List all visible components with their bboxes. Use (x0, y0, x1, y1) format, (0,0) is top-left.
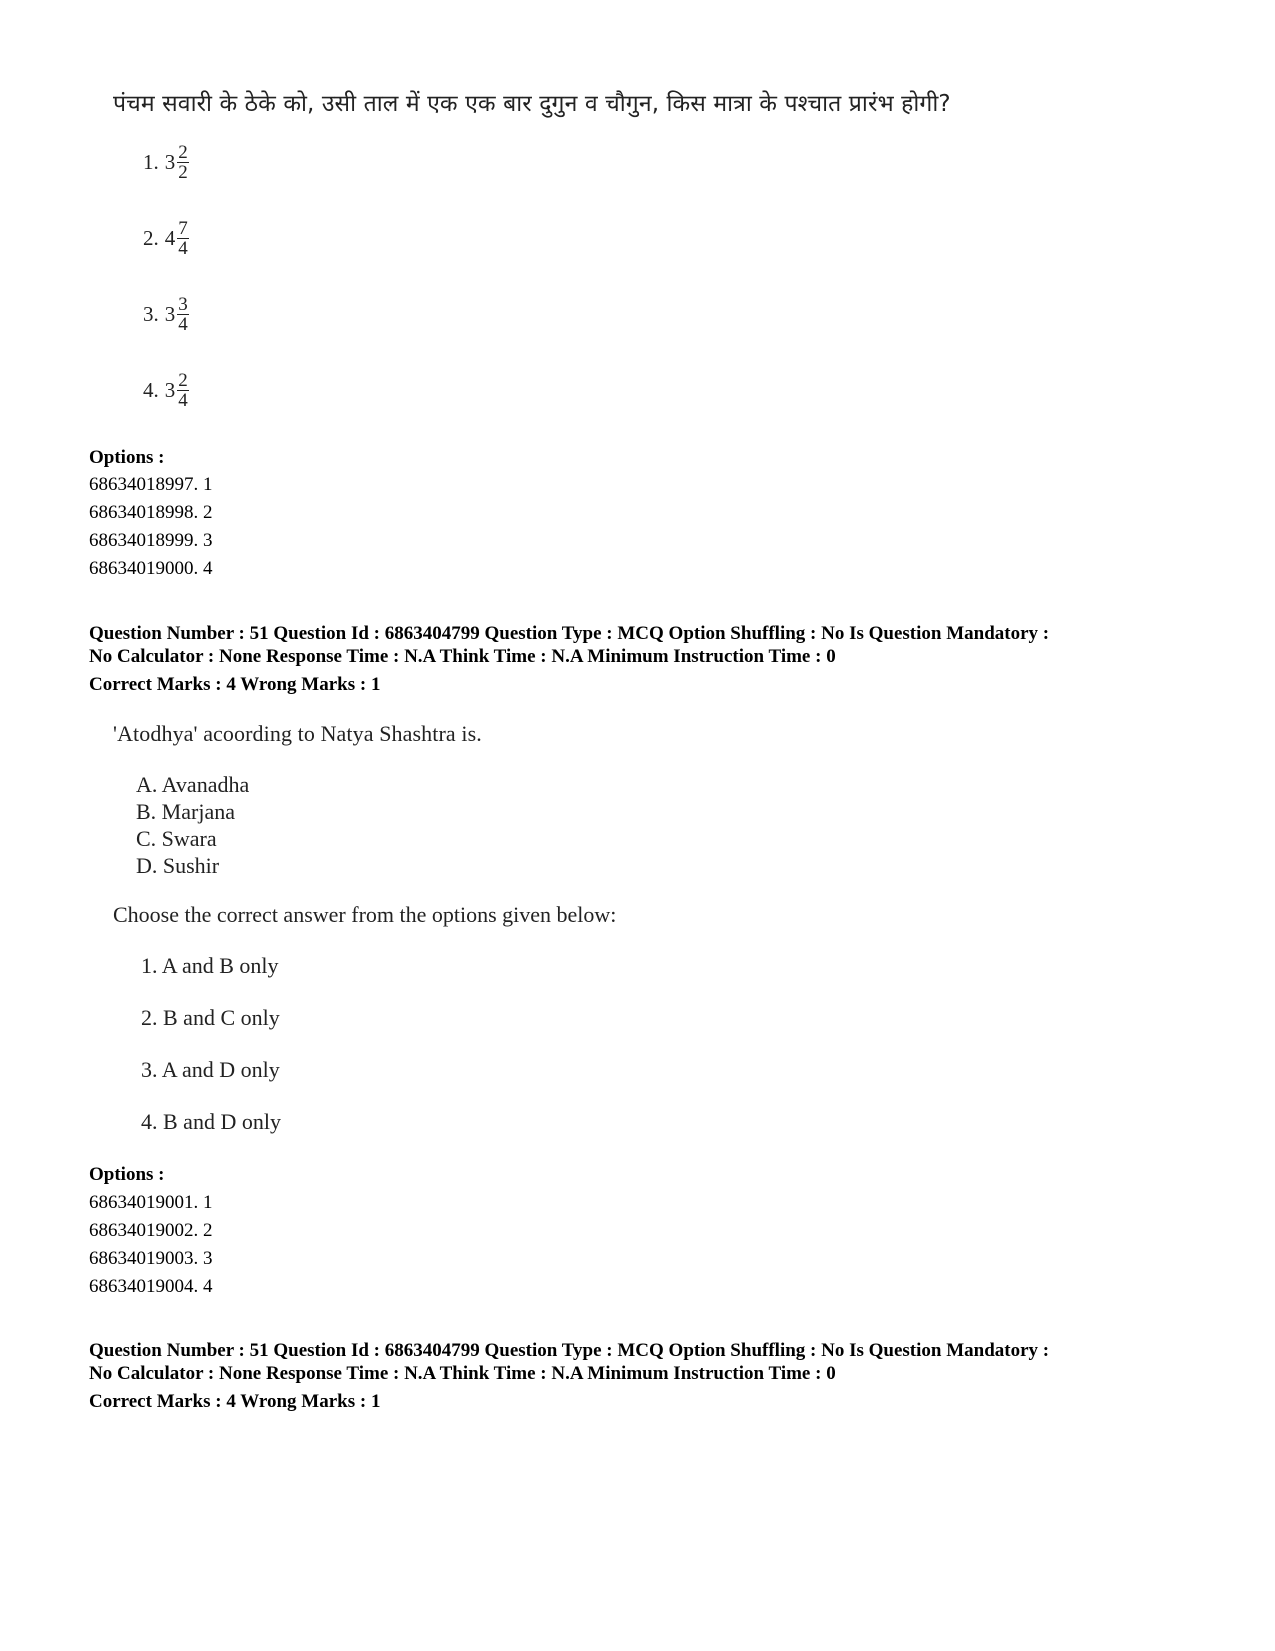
answer-choice-4: 4. B and D only (141, 1109, 281, 1134)
fraction (177, 371, 189, 410)
question-marks: Correct Marks : 4 Wrong Marks : 1 (89, 674, 381, 695)
question-meta-line1: Question Number : 51 Question Id : 6863404799 Question Type : MCQ Option Shuffling : No Is Question Mandatory : (89, 623, 1050, 644)
denominator: 4 (178, 314, 188, 335)
whole-number: 3 (164, 302, 176, 326)
options-label: Options : (89, 1164, 165, 1185)
option-id-4: 68634019004. 4 (89, 1276, 213, 1297)
fraction (177, 295, 189, 334)
statement-a: A. Avanadha (136, 772, 250, 797)
denominator: 4 (178, 390, 188, 411)
fraction-choice-1 (143, 143, 189, 182)
choice-number: 2. (143, 226, 159, 250)
statement-d: D. Sushir (136, 853, 220, 878)
question-meta-line1: Question Number : 51 Question Id : 6863404799 Question Type : MCQ Option Shuffling : No Is Question Mandatory : (89, 1340, 1050, 1361)
option-id-4: 68634019000. 4 (89, 558, 213, 579)
answer-choice-1: 1. A and B only (141, 953, 279, 978)
whole-number: 3 (164, 150, 176, 174)
option-id-2: 68634018998. 2 (89, 502, 213, 523)
choice-number: 1. (143, 150, 159, 174)
answer-choice-2: 2. B and C only (141, 1005, 280, 1030)
fraction-choice-2 (143, 219, 189, 258)
numerator: 7 (178, 218, 188, 239)
numerator: 2 (178, 142, 188, 163)
fraction (177, 219, 189, 258)
statement-c: C. Swara (136, 826, 217, 851)
statement-b: B. Marjana (136, 799, 235, 824)
whole-number: 4 (164, 226, 176, 250)
question-text: 'Atodhya' acoording to Natya Shashtra is. (113, 721, 482, 746)
answer-choice-3: 3. A and D only (141, 1057, 280, 1082)
option-id-1: 68634018997. 1 (89, 474, 213, 495)
question-meta-line2: No Calculator : None Response Time : N.A Think Time : N.A Minimum Instruction Time : 0 (89, 1363, 836, 1384)
fraction-choice-3 (143, 295, 189, 334)
option-id-3: 68634019003. 3 (89, 1248, 213, 1269)
option-id-2: 68634019002. 2 (89, 1220, 213, 1241)
instruction-text: Choose the correct answer from the options given below: (113, 902, 617, 927)
fraction (177, 143, 189, 182)
denominator: 2 (178, 162, 188, 183)
options-label: Options : (89, 447, 165, 468)
fraction-choice-4 (143, 371, 189, 410)
option-id-3: 68634018999. 3 (89, 530, 213, 551)
numerator: 3 (178, 294, 188, 315)
choice-number: 4. (143, 378, 159, 402)
numerator: 2 (178, 370, 188, 391)
choice-number: 3. (143, 302, 159, 326)
question-marks: Correct Marks : 4 Wrong Marks : 1 (89, 1391, 381, 1412)
option-id-1: 68634019001. 1 (89, 1192, 213, 1213)
question-text-hindi: पंचम सवारी के ठेके को, उसी ताल में एक एक बार दुगुन व चौगुन, किस मात्रा के पश्चात प्रारंभ होगी? (113, 91, 951, 117)
denominator: 4 (178, 238, 188, 259)
question-meta-line2: No Calculator : None Response Time : N.A Think Time : N.A Minimum Instruction Time : 0 (89, 646, 836, 667)
whole-number: 3 (164, 378, 176, 402)
